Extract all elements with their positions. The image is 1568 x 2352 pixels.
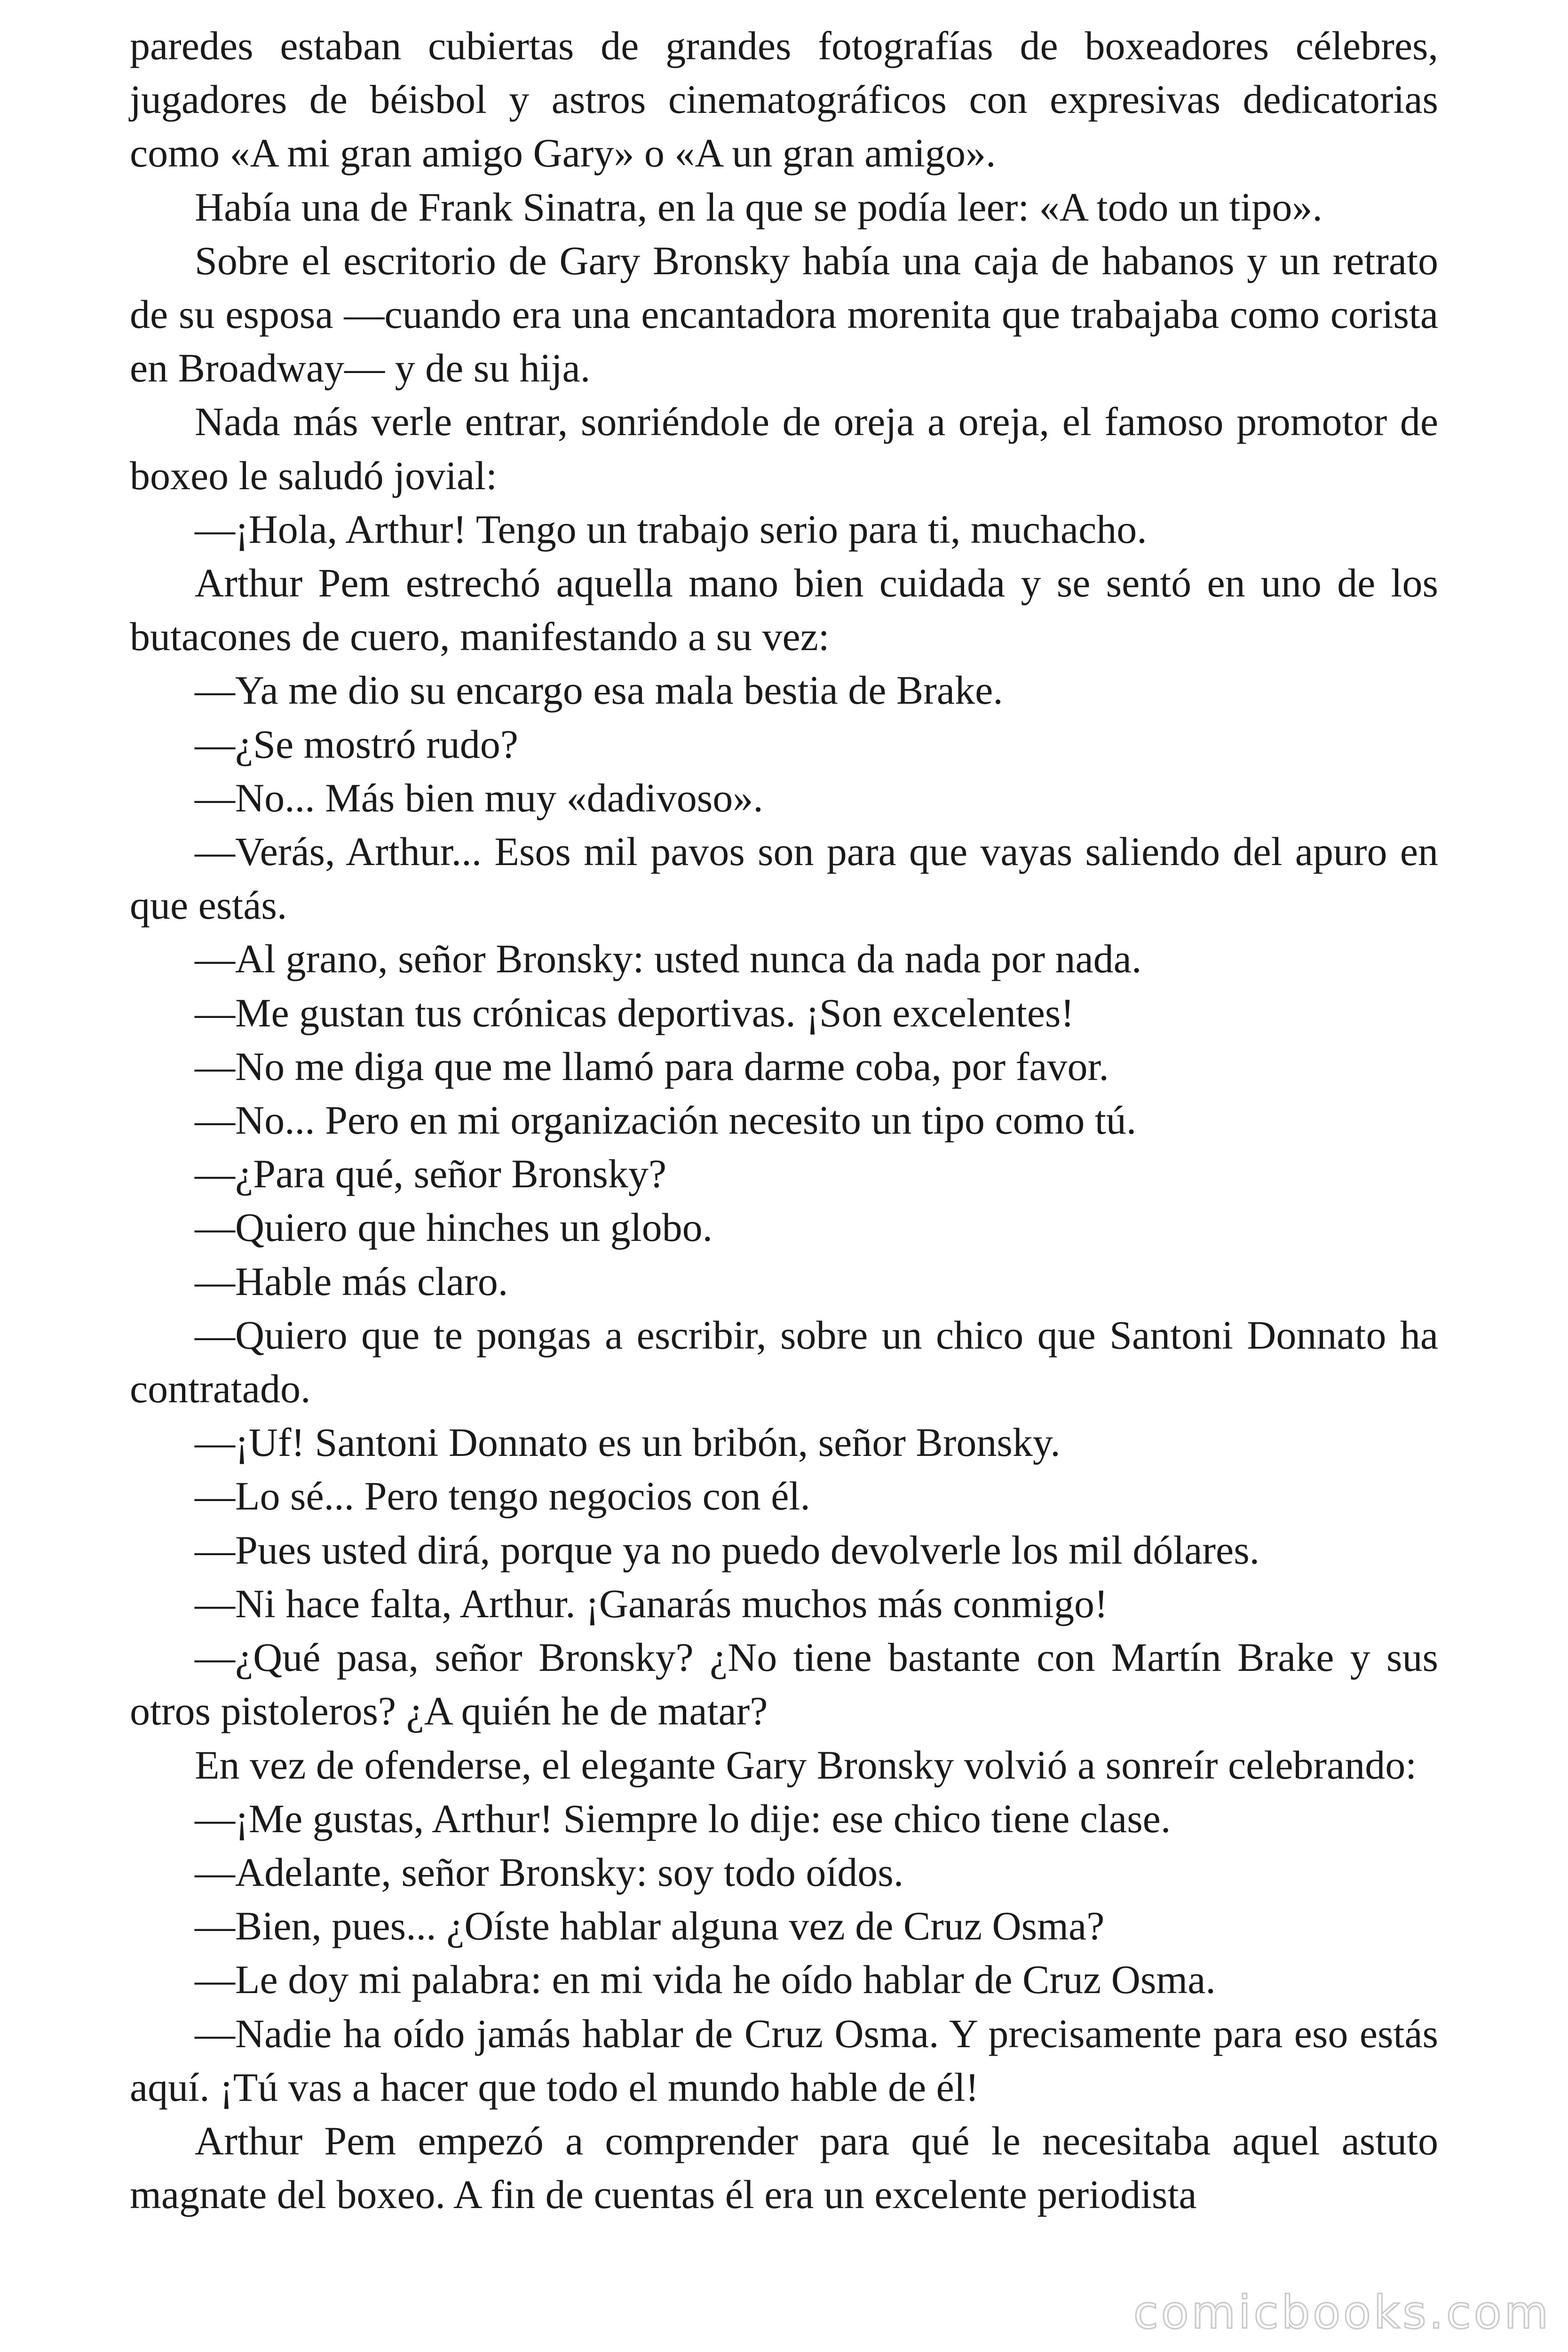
dialogue-line-10: —¿Para qué, señor Bronsky? [195, 1151, 667, 1197]
dialogue-line-12: —Hable más claro. [195, 1258, 508, 1304]
dialogue-line-21: —Bien, pues... ¿Oíste hablar alguna vez de Cruz Osma? [195, 1903, 1105, 1949]
dialogue-line-13: —Quiero que te pongas a escribir, sobre un chico que Santoni Donnato ha contratado. [130, 1312, 1438, 1412]
dialogue-line-4: —No... Más bien muy «dadivoso». [195, 775, 763, 820]
paragraph-6: En vez de ofenderse, el elegante Gary Bronsky volvió a sonreír celebrando: [195, 1742, 1417, 1788]
dialogue-line-2: —Ya me dio su encargo esa mala bestia de Brake. [195, 667, 1003, 713]
dialogue-line-18: —¿Qué pasa, señor Bronsky? ¿No tiene bastante con Martín Brake y sus otros pistoleros? ¿A quién he de matar? [130, 1635, 1438, 1734]
dialogue-line-7: —Me gustan tus crónicas deportivas. ¡Son excelentes! [195, 990, 1074, 1035]
site-watermark: comicbooks.com [1133, 2286, 1551, 2339]
dialogue-line-1: —¡Hola, Arthur! Tengo un trabajo serio para ti, muchacho. [195, 506, 1147, 552]
dialogue-line-23: —Nadie ha oído jamás hablar de Cruz Osma. Y precisamente para eso estás aquí. ¡Tú vas a hacer que todo el mundo hable de él! [130, 2010, 1438, 2110]
dialogue-line-11: —Quiero que hinches un globo. [195, 1205, 713, 1250]
dialogue-line-15: —Lo sé... Pero tengo negocios con él. [195, 1473, 810, 1519]
paragraph-4: Nada más verle entrar, sonriéndole de oreja a oreja, el famoso promotor de boxeo le saludó jovial: [130, 399, 1438, 498]
paragraph-3: Sobre el escritorio de Gary Bronsky había una caja de habanos y un retrato de su esposa —cuando era una encantadora morenita que trabajaba como corista en Broadway— y de su hija. [130, 238, 1438, 391]
dialogue-line-22: —Le doy mi palabra: en mi vida he oído hablar de Cruz Osma. [195, 1957, 1216, 2002]
dialogue-line-5: —Verás, Arthur... Esos mil pavos son para que vayas saliendo del apuro en que estás. [130, 829, 1438, 928]
dialogue-line-9: —No... Pero en mi organización necesito un tipo como tú. [195, 1097, 1137, 1143]
dialogue-line-19: —¡Me gustas, Arthur! Siempre lo dije: ese chico tiene clase. [195, 1796, 1171, 1841]
dialogue-line-20: —Adelante, señor Bronsky: soy todo oídos. [195, 1849, 904, 1895]
dialogue-line-6: —Al grano, señor Bronsky: usted nunca da nada por nada. [195, 936, 1142, 982]
dialogue-line-14: —¡Uf! Santoni Donnato es un bribón, señor Bronsky. [195, 1420, 1061, 1465]
paragraph-2: Había una de Frank Sinatra, en la que se podía leer: «A todo un tipo». [195, 184, 1323, 230]
dialogue-line-8: —No me diga que me llamó para darme coba, por favor. [195, 1043, 1109, 1089]
dialogue-line-3: —¿Se mostró rudo? [195, 721, 518, 767]
paragraph-7: Arthur Pem empezó a comprender para qué le necesitaba aquel astuto magnate del boxeo. A fin de cuentas él era un excelente periodista [130, 2118, 1438, 2217]
paragraph-1: paredes estaban cubiertas de grandes fotografías de boxeadores célebres, jugadores de béisbol y astros cinematográficos con expresivas dedicatorias como «A mi gran amigo Gary» o «A un gran amigo». [130, 23, 1438, 176]
book-page-text [130, 19, 1438, 2314]
dialogue-line-17: —Ni hace falta, Arthur. ¡Ganarás muchos más conmigo! [195, 1581, 1108, 1626]
dialogue-line-16: —Pues usted dirá, porque ya no puedo devolverle los mil dólares. [195, 1527, 1260, 1573]
paragraph-5: Arthur Pem estrechó aquella mano bien cuidada y se sentó en uno de los butacones de cuero, manifestando a su vez: [130, 560, 1438, 660]
